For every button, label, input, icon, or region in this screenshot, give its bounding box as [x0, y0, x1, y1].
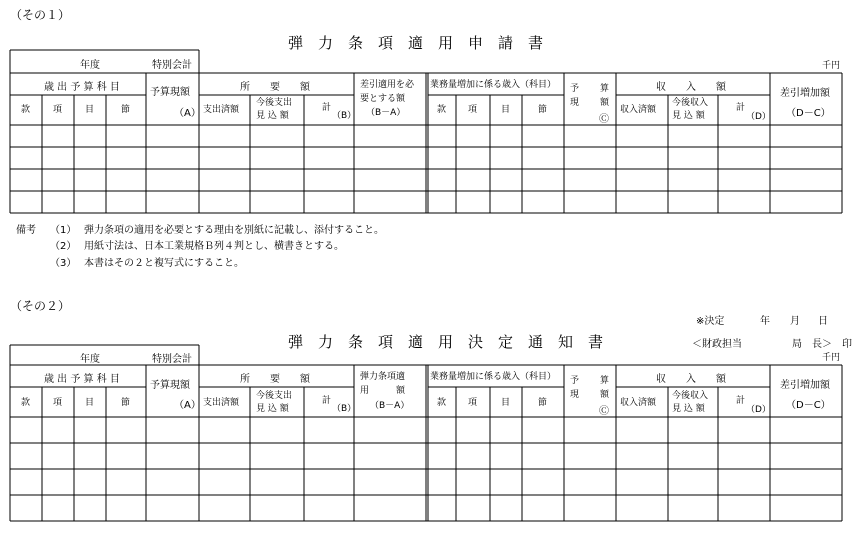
col-required-1: 所 要 額	[240, 82, 310, 93]
col-rev-budget-mark-2: Ⓒ	[599, 406, 609, 417]
col-rev-budget-b-1: 算	[600, 84, 610, 94]
account-label-1: 特別会計	[152, 60, 192, 71]
col-future-rev-b-2: 見 込 額	[672, 404, 705, 414]
rev-setsu-2: 節	[538, 398, 548, 408]
rev-kou-2: 項	[468, 398, 478, 408]
notes-label: 備考	[16, 225, 36, 236]
col-rev-budget-b-2: 算	[600, 376, 610, 386]
note-2-num: （2）	[50, 241, 77, 252]
currency-unit-1: 千円	[822, 61, 841, 71]
col-budget-1: 予算現額	[150, 87, 190, 98]
col-budget-2: 予算現額	[150, 380, 190, 391]
col-revenue-1: 収 入 額	[656, 82, 726, 93]
col-revenue-2: 収 入 額	[656, 374, 726, 385]
col-required-2: 所 要 額	[240, 374, 310, 385]
rev-kan-2: 款	[437, 398, 447, 408]
col-revenue-item-1: 業務量増加に係る歳入（科目）	[430, 80, 557, 90]
kan-1: 款	[21, 105, 31, 115]
col-total-b-2: 計	[322, 396, 332, 406]
note-1: 弾力条項の適用を必要とする理由を別紙に記載し、添付すること。	[84, 225, 384, 236]
account-label-2: 特別会計	[152, 354, 192, 365]
moku-2: 目	[85, 398, 95, 408]
rev-kan-1: 款	[437, 105, 447, 115]
col-rev-budget-mark-1: Ⓒ	[599, 114, 609, 125]
col-future-rev-a-1: 今後収入	[672, 98, 709, 108]
note-3: 本書はその２と複写式にすること。	[84, 258, 244, 269]
col-increase-mark-2: （D－C）	[786, 400, 831, 411]
col-rev-budget-c-2: 現	[570, 390, 580, 400]
col-total-d-mark-1: （D）	[746, 112, 771, 122]
col-future-spend-b-2: 見 込 額	[256, 404, 289, 414]
col-rev-budget-a-2: 予	[570, 376, 580, 386]
section-label-1: （その１）	[10, 8, 71, 22]
col-total-b-mark-2: （B）	[332, 404, 357, 414]
date-year: 年	[760, 316, 770, 327]
col-received-2: 収入済額	[620, 398, 657, 408]
col-total-d-1: 計	[736, 103, 746, 113]
col-diff-a-2: 弾力条項適	[360, 372, 406, 382]
col-diff-b-2: 用 額	[360, 386, 406, 396]
col-diff-c-2: （B－A）	[370, 401, 410, 411]
col-future-rev-b-1: 見 込 額	[672, 111, 705, 121]
form-1-title: 弾力条項適用申請書	[288, 34, 559, 52]
col-increase-1: 差引増加額	[780, 88, 830, 99]
col-diff-a-1: 差引適用を必	[360, 80, 415, 90]
kou-1: 項	[53, 105, 63, 115]
col-budget-mark-1: （A）	[174, 108, 201, 119]
col-total-d-2: 計	[736, 396, 746, 406]
col-rev-budget-c-1: 現	[570, 98, 580, 108]
year-label-1: 年度	[80, 60, 100, 71]
rev-kou-1: 項	[468, 105, 478, 115]
setsu-1: 節	[121, 105, 131, 115]
col-diff-b-1: 要とする額	[360, 94, 406, 104]
kou-2: 項	[53, 398, 63, 408]
setsu-2: 節	[121, 398, 131, 408]
form-2-title: 弾力条項適用決定通知書	[288, 333, 619, 351]
col-spent-1: 支出済額	[203, 105, 240, 115]
col-rev-budget-a-1: 予	[570, 84, 580, 94]
date-day: 日	[818, 316, 828, 327]
col-expenditure-1: 歳 出 予 算 科 目	[44, 82, 120, 93]
col-rev-budget-d-2: 額	[600, 390, 610, 400]
year-label-2: 年度	[80, 354, 100, 365]
section-label-2: （その２）	[10, 299, 71, 313]
col-future-rev-a-2: 今後収入	[672, 391, 709, 401]
col-future-spend-b-1: 見 込 額	[256, 111, 289, 121]
col-increase-mark-1: （D－C）	[786, 108, 831, 119]
col-expenditure-2: 歳 出 予 算 科 目	[44, 374, 120, 385]
moku-1: 目	[85, 105, 95, 115]
note-3-num: （3）	[50, 258, 77, 269]
note-2: 用紙寸法は、日本工業規格Ｂ列４判とし、横書きとする。	[84, 241, 344, 252]
currency-unit-2: 千円	[822, 353, 841, 363]
col-rev-budget-d-1: 額	[600, 98, 610, 108]
col-future-spend-a-1: 今後支出	[256, 98, 293, 108]
col-diff-c-1: （B－A）	[366, 108, 406, 118]
col-future-spend-a-2: 今後支出	[256, 391, 293, 401]
rev-setsu-1: 節	[538, 105, 548, 115]
col-total-d-mark-2: （D）	[746, 405, 771, 415]
rev-moku-2: 目	[501, 398, 511, 408]
note-1-num: （1）	[50, 225, 77, 236]
rev-moku-1: 目	[501, 105, 511, 115]
minister-label: ＜財政担当 局 長＞ 印	[692, 339, 852, 350]
decision-label: ※決定	[696, 316, 725, 327]
col-spent-2: 支出済額	[203, 398, 240, 408]
col-total-b-1: 計	[322, 103, 332, 113]
col-received-1: 収入済額	[620, 105, 657, 115]
col-increase-2: 差引増加額	[780, 380, 830, 391]
col-total-b-mark-1: （B）	[332, 111, 357, 121]
date-month: 月	[790, 316, 800, 327]
col-budget-mark-2: （A）	[174, 400, 201, 411]
kan-2: 款	[21, 398, 31, 408]
col-revenue-item-2: 業務量増加に係る歳入（科目）	[430, 372, 557, 382]
